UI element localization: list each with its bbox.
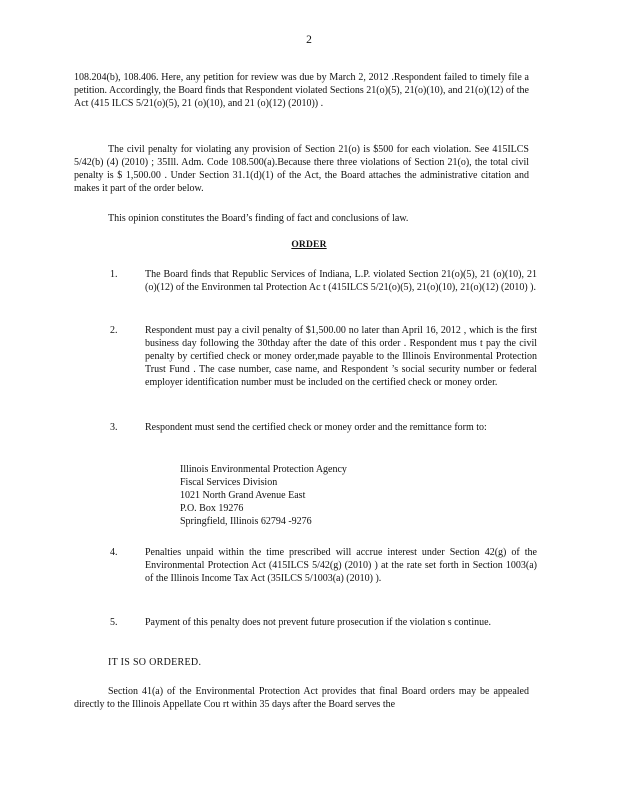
address-line: Illinois Environmental Protection Agency	[180, 464, 347, 475]
order-item-text: Payment of this penalty does not prevent future prosecution if the violation s continue.	[145, 617, 492, 628]
address-line: 1021 North Grand Avenue East	[180, 490, 306, 501]
order-item-number: 2.	[110, 325, 118, 336]
order-item-number: 5.	[110, 617, 118, 628]
paragraph-opinion: This opinion constitutes the Board’s finding of fact and conclusions of law.	[108, 213, 409, 224]
order-item-text: The Board finds that Republic Services of Indiana, L.P. violated Section 21(o)(5), 21 (o)(10), 21 (o)(12) of the Environmen tal Protection Ac t (415ILCS 5/21(o)(5), 21(o)(10), 21(o)(12) (2010) ).	[145, 269, 537, 293]
paragraph-finding: 108.204(b), 108.406. Here, any petition for review was due by March 2, 2012 .Respondent failed to timely file a petition. Accordingly, the Board finds that Respondent violated Sections 21(o)(5), 21(o)(10), and 21(o)(12) of the Act (415 ILCS 5/21(o)(5), 21 (o)(10), and 21 (o)(12) (2010)) .	[74, 72, 529, 109]
order-item-text: Respondent must send the certified check or money order and the remittance form to:	[145, 422, 487, 433]
so-ordered-statement: IT IS SO ORDERED.	[108, 657, 202, 668]
address-line: P.O. Box 19276	[180, 503, 244, 514]
address-line: Fiscal Services Division	[180, 477, 278, 488]
order-heading-text: ORDER	[291, 240, 327, 250]
paragraph-civil-penalty: The civil penalty for violating any provision of Section 21(o) is $500 for each violation. See 415ILCS 5/42(b) (4) (2010) ; 35Ill. Adm. Code 108.500(a).Because there three violations of Section 21(o), the total civil penalty is $ 1,500.00 . Under Section 31.1(d)(1) of the Act, the Board attaches the administrative citation and makes it part of the order below.	[74, 144, 529, 194]
order-item-text: Respondent must pay a civil penalty of $1,500.00 no later than April 16, 2012 , which is the first business day following the 30thday after the date of this order . Respondent mus t pay the civil penalty by certified check or money order,made payable to the Illinois Environmental Protection Trust Fund . The case number, case name, and Respondent ’s social security number or federal employer identification number must be included on the certified check or money order.	[145, 325, 537, 388]
order-item-text: Penalties unpaid within the time prescribed will accrue interest under Section 42(g) of the Environmental Protection Act (415ILCS 5/42(g) (2010) ) at the rate set forth in Section 1003(a) of the Illinois Income Tax Act (35ILCS 5/1003(a) (2010) ).	[145, 547, 537, 584]
order-item-number: 3.	[110, 422, 118, 433]
address-line: Springfield, Illinois 62794 -9276	[180, 516, 312, 527]
remittance-address	[180, 463, 347, 528]
order-heading	[0, 240, 618, 250]
page-number: 2	[306, 34, 312, 46]
paragraph-appeal: Section 41(a) of the Environmental Protection Act provides that final Board orders may be appealed directly to the Illinois Appellate Cou rt within 35 days after the Board serves the	[74, 686, 529, 710]
order-item-number: 4.	[110, 547, 118, 558]
order-item-number: 1.	[110, 269, 118, 280]
